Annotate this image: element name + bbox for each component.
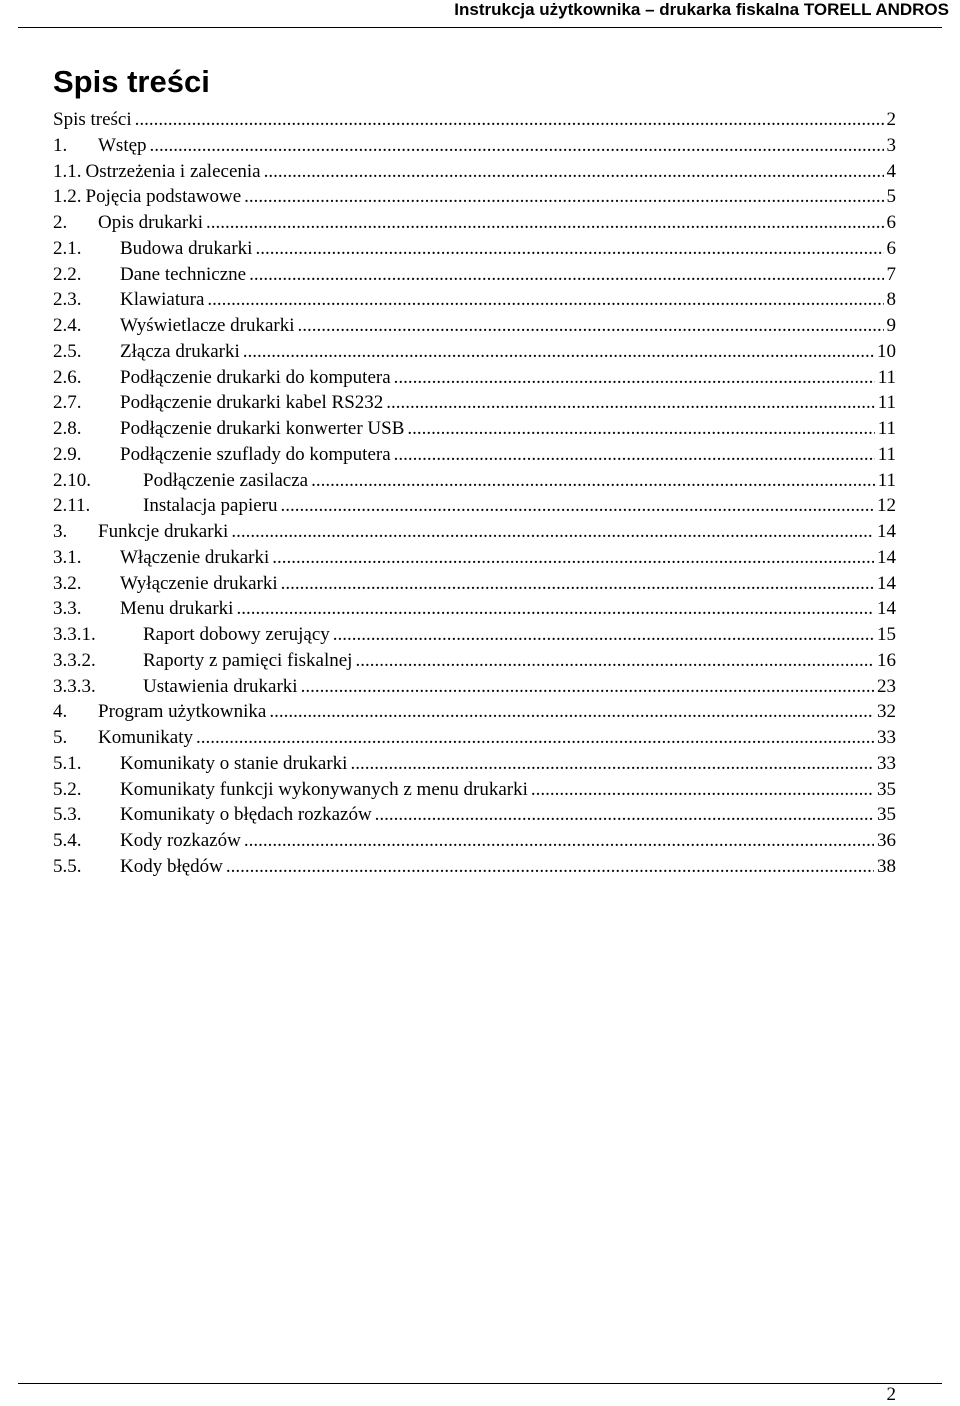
toc-entry-label: Opis drukarki [98, 212, 204, 233]
toc-entry-label: Budowa drukarki [120, 237, 253, 259]
toc-entry[interactable] [53, 699, 896, 725]
header-divider [18, 27, 942, 28]
toc-entry[interactable] [53, 751, 896, 777]
toc-entry-number: 2.8. [53, 418, 82, 439]
toc-entry-page: 16 [877, 649, 896, 671]
toc-list [53, 107, 896, 880]
toc-leader-dots [236, 596, 874, 621]
toc-entry[interactable] [53, 519, 896, 545]
toc-entry[interactable] [53, 571, 896, 597]
toc-entry-label: Włączenie drukarki [120, 546, 270, 568]
toc-entry-page: 11 [877, 392, 896, 414]
toc-entry[interactable] [53, 648, 896, 674]
toc-leader-dots [255, 236, 883, 261]
toc-leader-dots [249, 262, 883, 287]
toc-entry-label: Instalacja papieru [143, 495, 278, 517]
footer-divider [18, 1383, 942, 1384]
toc-leader-dots [269, 699, 874, 724]
toc-entry-label: Komunikaty o błędach rozkazów [120, 804, 372, 826]
toc-entry-page: 11 [877, 418, 896, 439]
toc-entry-page: 36 [877, 830, 896, 851]
toc-entry-page: 23 [877, 675, 896, 697]
toc-entry-page: 33 [877, 727, 896, 748]
toc-leader-dots [150, 133, 884, 158]
toc-entry[interactable] [53, 262, 896, 288]
toc-entry-label: Kody rozkazów [120, 830, 241, 851]
toc-entry-number: 3.3.3. [53, 675, 96, 697]
toc-entry-label: Menu drukarki [120, 598, 234, 620]
toc-entry-page: 12 [877, 495, 896, 517]
toc-entry-page: 14 [877, 598, 896, 620]
toc-entry-number: 2.7. [53, 392, 82, 414]
toc-leader-dots [375, 802, 874, 827]
toc-entry-label: Złącza drukarki [120, 340, 240, 362]
toc-entry-label: Klawiatura [120, 289, 205, 311]
page-header [0, 0, 960, 33]
toc-entry-number: 4. [53, 701, 68, 723]
toc-entry-label: Raporty z pamięci fiskalnej [143, 649, 353, 671]
toc-leader-dots [298, 313, 884, 338]
toc-entry-number: 2.9. [53, 443, 82, 465]
toc-leader-dots [135, 107, 884, 132]
toc-entry-number: 3.2. [53, 572, 82, 594]
toc-entry[interactable] [53, 313, 896, 339]
toc-leader-dots [206, 210, 883, 235]
toc-entry-label: Spis treści [53, 109, 132, 130]
toc-leader-dots [333, 622, 874, 647]
toc-title: Spis treści [53, 64, 210, 99]
toc-entry-page: 33 [877, 752, 896, 774]
toc-entry[interactable] [53, 468, 896, 494]
toc-entry-label: Program użytkownika [98, 701, 267, 723]
toc-entry-page: 3 [886, 134, 896, 156]
toc-entry[interactable] [53, 493, 896, 519]
toc-entry[interactable] [53, 545, 896, 571]
toc-leader-dots [244, 184, 883, 209]
toc-entry-label: Komunikaty funkcji wykonywanych z menu drukarki [120, 778, 528, 800]
toc-entry-page: 11 [877, 469, 896, 491]
toc-entry[interactable] [53, 725, 896, 751]
toc-entry-number: 5.4. [53, 830, 82, 851]
toc-entry-label: Komunikaty o stanie drukarki [120, 752, 348, 774]
toc-leader-dots [281, 493, 874, 518]
toc-entry-number: 1. [53, 134, 68, 156]
toc-entry[interactable] [53, 210, 896, 236]
toc-entry[interactable] [53, 416, 896, 442]
toc-entry-number: 2.6. [53, 366, 82, 388]
toc-leader-dots [386, 390, 874, 415]
toc-leader-dots [272, 545, 874, 570]
toc-entry-page: 9 [886, 315, 896, 336]
toc-entry-page: 35 [877, 778, 896, 800]
toc-entry-page: 11 [877, 443, 896, 465]
toc-entry-number: 3.1. [53, 546, 82, 568]
toc-entry-number: 5. [53, 727, 68, 748]
toc-entry-label: Wyświetlacze drukarki [120, 315, 295, 336]
toc-entry-page: 4 [886, 160, 896, 182]
toc-leader-dots [196, 725, 874, 750]
toc-entry-number: 2.10. [53, 469, 91, 491]
toc-entry[interactable] [53, 287, 896, 313]
toc-entry[interactable] [53, 390, 896, 416]
toc-entry-number: 2.1. [53, 237, 82, 259]
toc-entry-number: 3.3.2. [53, 649, 96, 671]
toc-entry[interactable] [53, 184, 896, 210]
toc-entry-number: 5.2. [53, 778, 82, 800]
toc-leader-dots [531, 777, 874, 802]
toc-entry[interactable] [53, 828, 896, 854]
toc-entry-label: Podłączenie drukarki kabel RS232 [120, 392, 384, 414]
toc-entry-label: Komunikaty [98, 727, 193, 748]
toc-entry-label: Raport dobowy zerujący [143, 624, 330, 645]
toc-entry[interactable] [53, 854, 896, 880]
toc-entry-page: 2 [886, 109, 896, 130]
toc-entry-number: 5.1. [53, 752, 82, 774]
toc-entry-page: 5 [886, 186, 896, 208]
page-number: 2 [886, 1384, 896, 1405]
toc-leader-dots [226, 854, 874, 879]
toc-entry-label: Ustawienia drukarki [143, 675, 298, 697]
toc-entry-number: 5.5. [53, 855, 82, 877]
toc-entry-label: Ostrzeżenia i zalecenia [85, 160, 261, 182]
toc-entry-page: 7 [886, 263, 896, 285]
toc-entry-number: 1.2. [53, 186, 82, 208]
toc-entry-number: 2.2. [53, 263, 82, 285]
toc-entry-page: 14 [877, 572, 896, 594]
toc-entry[interactable] [53, 777, 896, 803]
toc-leader-dots [311, 468, 875, 493]
toc-entry[interactable] [53, 236, 896, 262]
toc-entry-page: 10 [877, 340, 896, 362]
toc-leader-dots [355, 648, 874, 673]
toc-entry-page: 6 [886, 237, 896, 259]
toc-entry[interactable] [53, 107, 896, 133]
toc-leader-dots [394, 442, 875, 467]
toc-leader-dots [264, 159, 884, 184]
toc-entry-page: 14 [877, 521, 896, 542]
toc-leader-dots [231, 519, 874, 544]
toc-entry-number: 2. [53, 212, 68, 233]
toc-leader-dots [407, 416, 874, 441]
toc-entry-label: Pojęcia podstawowe [85, 186, 242, 208]
toc-entry-label: Podłączenie drukarki konwerter USB [120, 418, 405, 439]
toc-entry[interactable] [53, 802, 896, 828]
toc-entry[interactable] [53, 442, 896, 468]
document-header-title: Instrukcja użytkownika – drukarka fiskalna TORELL ANDROS [454, 0, 949, 19]
toc-entry-number: 2.5. [53, 340, 82, 362]
toc-entry-label: Funkcje drukarki [98, 521, 229, 542]
toc-entry[interactable] [53, 674, 896, 700]
toc-leader-dots [394, 365, 875, 390]
toc-entry-number: 3. [53, 521, 68, 542]
toc-entry-page: 11 [877, 366, 896, 388]
toc-entry-label: Podłączenie szuflady do komputera [120, 443, 391, 465]
toc-entry[interactable] [53, 339, 896, 365]
toc-entry-number: 5.3. [53, 804, 82, 826]
toc-entry-page: 38 [877, 855, 896, 877]
toc-leader-dots [350, 751, 874, 776]
toc-entry[interactable] [53, 159, 896, 185]
toc-entry-number: 2.3. [53, 289, 82, 311]
toc-entry-label: Dane techniczne [120, 263, 247, 285]
toc-entry-page: 6 [886, 212, 896, 233]
toc-entry-label: Wstęp [98, 134, 147, 156]
toc-entry-number: 2.11. [53, 495, 91, 517]
toc-entry-page: 8 [886, 289, 896, 311]
toc-entry-number: 3.3.1. [53, 624, 96, 645]
toc-entry-number: 3.3. [53, 598, 82, 620]
toc-entry-label: Podłączenie zasilacza [143, 469, 309, 491]
toc-leader-dots [243, 339, 874, 364]
toc-entry-number: 1.1. [53, 160, 82, 182]
toc-entry-label: Kody błędów [120, 855, 223, 877]
toc-leader-dots [207, 287, 883, 312]
toc-entry-page: 14 [877, 546, 896, 568]
toc-entry[interactable] [53, 596, 896, 622]
toc-entry-page: 35 [877, 804, 896, 826]
toc-entry-number: 2.4. [53, 315, 82, 336]
toc-entry[interactable] [53, 133, 896, 159]
toc-leader-dots [244, 828, 874, 853]
toc-entry-page: 32 [877, 701, 896, 723]
toc-entry[interactable] [53, 365, 896, 391]
toc-entry-page: 15 [877, 624, 896, 645]
toc-leader-dots [281, 571, 874, 596]
toc-entry[interactable] [53, 622, 896, 648]
toc-entry-label: Wyłączenie drukarki [120, 572, 278, 594]
toc-entry-label: Podłączenie drukarki do komputera [120, 366, 391, 388]
toc-leader-dots [301, 674, 874, 699]
